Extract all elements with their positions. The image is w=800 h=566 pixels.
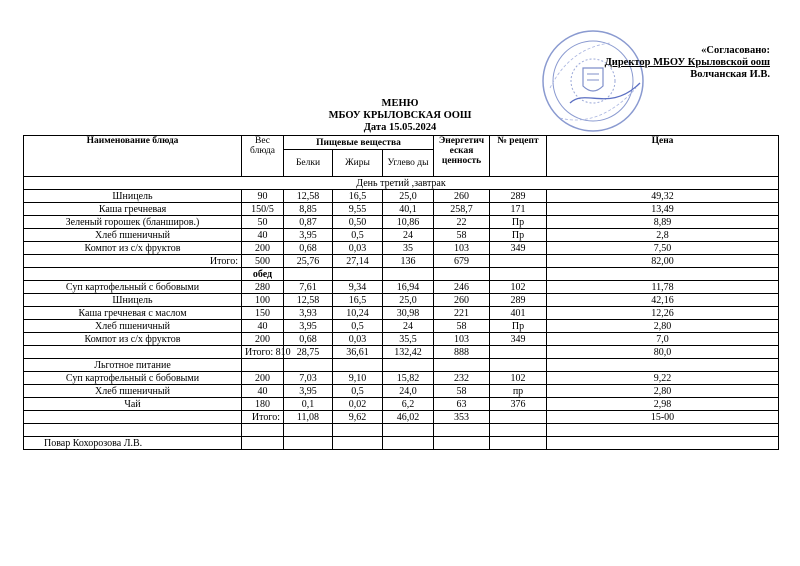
approval-name: Волчанская И.В. <box>690 69 770 80</box>
total-carbs: 46,02 <box>383 411 434 424</box>
col-header-energy: Энергетич еская ценность <box>434 136 490 177</box>
table-row <box>24 242 779 255</box>
dish-protein: 3,95 <box>284 385 333 398</box>
total-energy: 679 <box>434 255 490 268</box>
dish-carbs: 6,2 <box>383 398 434 411</box>
blank-cell <box>24 268 242 281</box>
dish-protein: 7,61 <box>284 281 333 294</box>
dish-carbs: 30,98 <box>383 307 434 320</box>
dish-weight: 280 <box>242 281 284 294</box>
dish-fat: 0,03 <box>333 242 383 255</box>
dish-name: Зеленый горошек (бланширов.) <box>24 216 242 229</box>
menu-date: Дата 15.05.2024 <box>363 122 437 133</box>
total-protein: 25,76 <box>284 255 333 268</box>
total-label: Итого: <box>242 411 284 424</box>
dish-protein: 3,93 <box>284 307 333 320</box>
dish-recipe: пр <box>490 385 547 398</box>
total-price: 80,0 <box>547 346 779 359</box>
dish-fat: 10,24 <box>333 307 383 320</box>
dish-weight: 40 <box>242 229 284 242</box>
blank-cell <box>383 424 434 437</box>
dish-recipe: Пр <box>490 216 547 229</box>
dish-fat: 0,02 <box>333 398 383 411</box>
dish-fat: 0,5 <box>333 385 383 398</box>
total-energy: 353 <box>434 411 490 424</box>
table-row <box>24 190 779 203</box>
dish-name: Шницель <box>24 294 242 307</box>
blank-cell <box>333 437 383 450</box>
dish-energy: 246 <box>434 281 490 294</box>
blank-cell <box>284 424 333 437</box>
table-row <box>24 229 779 242</box>
dish-weight: 40 <box>242 385 284 398</box>
dish-recipe: 289 <box>490 294 547 307</box>
dish-weight: 100 <box>242 294 284 307</box>
blank-cell <box>284 268 333 281</box>
blank-cell <box>383 268 434 281</box>
dish-carbs: 16,94 <box>383 281 434 294</box>
dish-recipe: 102 <box>490 372 547 385</box>
table-row <box>24 385 779 398</box>
dish-energy: 232 <box>434 372 490 385</box>
col-header-nutrients: Пищевые вещества <box>284 136 434 150</box>
dish-energy: 103 <box>434 242 490 255</box>
blank-cell <box>24 346 242 359</box>
blank-cell <box>242 437 284 450</box>
blank-cell <box>333 268 383 281</box>
dish-recipe: Пр <box>490 229 547 242</box>
blank-cell <box>434 268 490 281</box>
total-price: 82,00 <box>547 255 779 268</box>
total-fat: 27,14 <box>333 255 383 268</box>
dish-name: Компот из с/х фруктов <box>24 242 242 255</box>
total-price: 15-00 <box>547 411 779 424</box>
total-weight: 500 <box>242 255 284 268</box>
dish-carbs: 15,82 <box>383 372 434 385</box>
dish-price: 13,49 <box>547 203 779 216</box>
dish-price: 8,89 <box>547 216 779 229</box>
dish-name: Каша гречневая с маслом <box>24 307 242 320</box>
total-label: Итого: <box>24 255 242 268</box>
col-header-fat: Жиры <box>333 150 383 177</box>
dish-energy: 221 <box>434 307 490 320</box>
total-carbs: 136 <box>383 255 434 268</box>
section-row <box>24 268 779 281</box>
blank-cell <box>434 424 490 437</box>
dish-energy: 260 <box>434 294 490 307</box>
total-energy: 888 <box>434 346 490 359</box>
dish-fat: 16,5 <box>333 294 383 307</box>
total-protein: 11,08 <box>284 411 333 424</box>
total-carbs: 132,42 <box>383 346 434 359</box>
lunch-section-label: обед <box>242 268 284 281</box>
approval-title: «Согласовано: <box>701 45 770 56</box>
school-name: МБОУ КРЫЛОВСКАЯ ООШ <box>328 110 472 121</box>
total-fat: 9,62 <box>333 411 383 424</box>
blank-cell <box>284 359 333 372</box>
table-row <box>24 294 779 307</box>
dish-weight: 90 <box>242 190 284 203</box>
blank-cell <box>434 437 490 450</box>
dish-weight: 200 <box>242 372 284 385</box>
blank-cell <box>490 359 547 372</box>
dish-protein: 0,87 <box>284 216 333 229</box>
dish-price: 7,50 <box>547 242 779 255</box>
col-header-carbs: Углево ды <box>383 150 434 177</box>
table-row <box>24 203 779 216</box>
benefit-section-label: Льготное питание <box>24 359 242 372</box>
dish-name: Каша гречневая <box>24 203 242 216</box>
dish-fat: 16,5 <box>333 190 383 203</box>
dish-recipe: 401 <box>490 307 547 320</box>
dish-weight: 200 <box>242 333 284 346</box>
empty-row <box>24 424 779 437</box>
dish-carbs: 25,0 <box>383 190 434 203</box>
total-recipe <box>490 411 547 424</box>
dish-recipe: 349 <box>490 333 547 346</box>
total-row <box>24 346 779 359</box>
dish-protein: 0,1 <box>284 398 333 411</box>
dish-energy: 258,7 <box>434 203 490 216</box>
blank-cell <box>547 359 779 372</box>
approval-director: Директор МБОУ Крыловской оош <box>604 57 770 68</box>
menu-table <box>23 135 779 450</box>
blank-cell <box>24 424 242 437</box>
dish-price: 2,80 <box>547 320 779 333</box>
col-header-price: Цена <box>547 136 779 177</box>
table-row <box>24 372 779 385</box>
dish-protein: 7,03 <box>284 372 333 385</box>
dish-weight: 180 <box>242 398 284 411</box>
dish-fat: 9,34 <box>333 281 383 294</box>
dish-price: 7,0 <box>547 333 779 346</box>
blank-cell <box>490 268 547 281</box>
col-header-weight: Вес блюда <box>242 136 284 177</box>
dish-carbs: 25,0 <box>383 294 434 307</box>
table-row <box>24 307 779 320</box>
dish-name: Хлеб пшеничный <box>24 229 242 242</box>
dish-fat: 0,50 <box>333 216 383 229</box>
dish-price: 2,8 <box>547 229 779 242</box>
blank-cell <box>490 424 547 437</box>
blank-cell <box>547 268 779 281</box>
dish-weight: 150 <box>242 307 284 320</box>
dish-price: 12,26 <box>547 307 779 320</box>
dish-carbs: 24,0 <box>383 385 434 398</box>
dish-price: 42,16 <box>547 294 779 307</box>
table-row <box>24 281 779 294</box>
dish-name: Хлеб пшеничный <box>24 385 242 398</box>
dish-weight: 150/5 <box>242 203 284 216</box>
menu-title: МЕНЮ <box>381 98 419 109</box>
blank-cell <box>242 424 284 437</box>
dish-carbs: 10,86 <box>383 216 434 229</box>
total-label: Итого: 810 <box>242 346 284 359</box>
col-header-name: Наименование блюда <box>24 136 242 177</box>
day-section-label: День третий ,завтрак <box>24 177 779 190</box>
dish-recipe: Пр <box>490 320 547 333</box>
blank-cell <box>333 424 383 437</box>
blank-cell <box>434 359 490 372</box>
dish-energy: 58 <box>434 385 490 398</box>
dish-carbs: 40,1 <box>383 203 434 216</box>
dish-price: 9,22 <box>547 372 779 385</box>
dish-energy: 103 <box>434 333 490 346</box>
blank-cell <box>383 359 434 372</box>
dish-recipe: 102 <box>490 281 547 294</box>
blank-cell <box>333 359 383 372</box>
cook-signature: Повар Кохорозова Л.В. <box>24 437 242 450</box>
blank-cell <box>490 437 547 450</box>
dish-energy: 58 <box>434 320 490 333</box>
dish-carbs: 35,5 <box>383 333 434 346</box>
dish-name: Компот из с/х фруктов <box>24 333 242 346</box>
table-row <box>24 320 779 333</box>
dish-energy: 260 <box>434 190 490 203</box>
dish-protein: 3,95 <box>284 229 333 242</box>
dish-fat: 9,10 <box>333 372 383 385</box>
dish-price: 49,32 <box>547 190 779 203</box>
dish-weight: 200 <box>242 242 284 255</box>
dish-recipe: 171 <box>490 203 547 216</box>
dish-carbs: 24 <box>383 320 434 333</box>
table-row <box>24 398 779 411</box>
dish-fat: 0,5 <box>333 320 383 333</box>
dish-carbs: 35 <box>383 242 434 255</box>
dish-price: 2,98 <box>547 398 779 411</box>
blank-cell <box>284 437 333 450</box>
dish-name: Чай <box>24 398 242 411</box>
total-row <box>24 411 779 424</box>
dish-energy: 22 <box>434 216 490 229</box>
total-protein: 28,75 <box>284 346 333 359</box>
blank-cell <box>24 411 242 424</box>
dish-weight: 40 <box>242 320 284 333</box>
dish-protein: 8,85 <box>284 203 333 216</box>
dish-price: 2,80 <box>547 385 779 398</box>
blank-cell <box>547 437 779 450</box>
dish-protein: 12,58 <box>284 190 333 203</box>
dish-protein: 0,68 <box>284 333 333 346</box>
dish-name: Суп картофельный с бобовыми <box>24 372 242 385</box>
total-recipe <box>490 255 547 268</box>
total-row <box>24 255 779 268</box>
dish-price: 11,78 <box>547 281 779 294</box>
approval-block <box>580 45 770 81</box>
total-fat: 36,61 <box>333 346 383 359</box>
dish-carbs: 24 <box>383 229 434 242</box>
dish-recipe: 289 <box>490 190 547 203</box>
blank-cell <box>242 359 284 372</box>
col-header-recipe: № рецепт <box>490 136 547 177</box>
total-recipe <box>490 346 547 359</box>
dish-protein: 0,68 <box>284 242 333 255</box>
dish-recipe: 376 <box>490 398 547 411</box>
dish-fat: 0,5 <box>333 229 383 242</box>
dish-energy: 63 <box>434 398 490 411</box>
dish-protein: 3,95 <box>284 320 333 333</box>
blank-cell <box>383 437 434 450</box>
dish-fat: 0,03 <box>333 333 383 346</box>
dish-name: Суп картофельный с бобовыми <box>24 281 242 294</box>
cook-row <box>24 437 779 450</box>
section-row <box>24 359 779 372</box>
dish-weight: 50 <box>242 216 284 229</box>
dish-energy: 58 <box>434 229 490 242</box>
table-row <box>24 216 779 229</box>
dish-name: Хлеб пшеничный <box>24 320 242 333</box>
dish-recipe: 349 <box>490 242 547 255</box>
dish-fat: 9,55 <box>333 203 383 216</box>
dish-protein: 12,58 <box>284 294 333 307</box>
blank-cell <box>547 424 779 437</box>
dish-name: Шницель <box>24 190 242 203</box>
col-header-protein: Белки <box>284 150 333 177</box>
table-row <box>24 333 779 346</box>
